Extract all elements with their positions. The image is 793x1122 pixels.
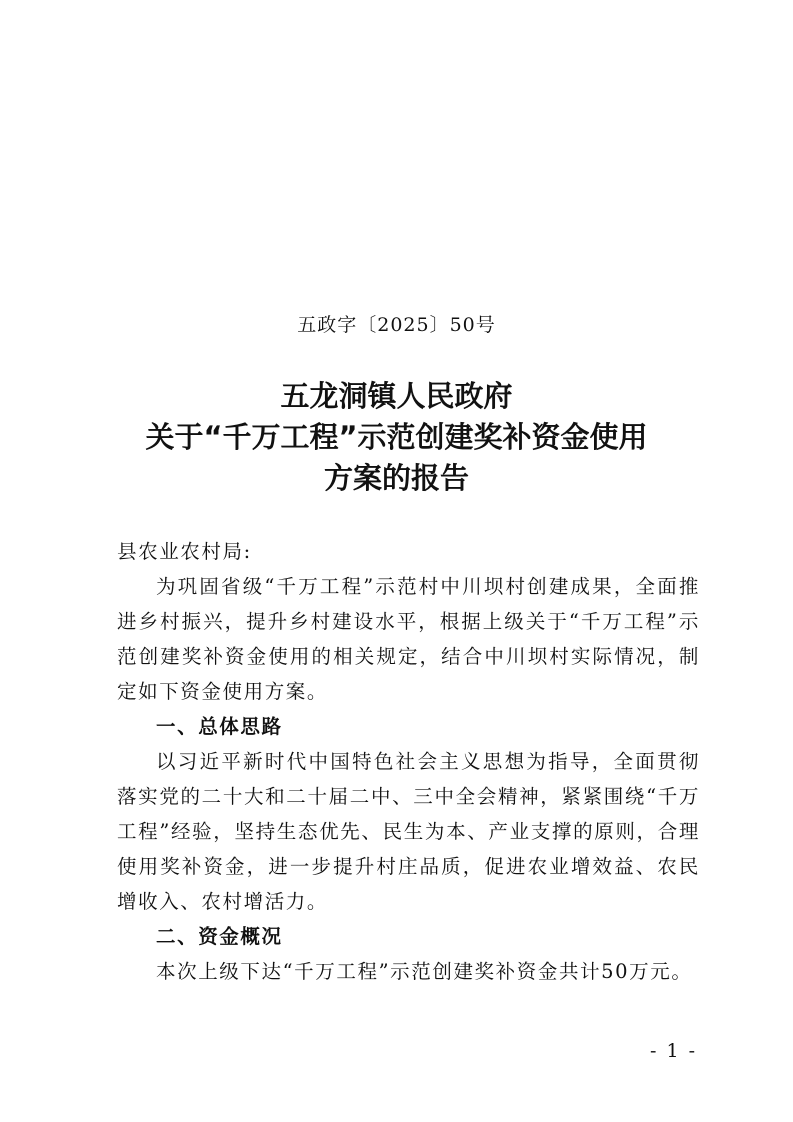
intro-paragraph: 为巩固省级“千万工程”示范村中川坝村创建成果，全面推进乡村振兴，提升乡村建设水平，根据上级关于“千万工程”示范创建奖补资金使用的相关规定，结合中川坝村实际情况，制定如下资金使用方案。 [117,575,700,703]
title-line-2: 关于“千万工程”示范创建奖补资金使用 [145,420,648,454]
document-title [0,376,793,499]
page-number: - 1 - [649,1040,697,1062]
section-body-funding: 本次上级下达“千万工程”示范创建奖补资金共计50万元。 [156,960,693,983]
section-body-overall: 以习近平新时代中国特色社会主义思想为指导，全面贯彻落实党的二十大和二十届二中、三中全会精神，紧紧围绕“千万工程”经验，坚持生态优先、民生为本、产业支撑的原则，合理使用奖补资金，进一步提升村庄品质，促进农业增效益、农民增收入、农村增活力。 [117,750,700,913]
section-heading-funding: 二、资金概况 [156,925,283,948]
title-line-1: 五龙洞镇人民政府 [280,379,513,413]
section-heading-overall: 一、总体思路 [156,715,283,738]
document-number: 五政字〔2025〕50号 [297,314,496,336]
addressee: 县农业农村局: [117,540,252,563]
document-body [117,569,700,989]
title-line-3: 方案的报告 [323,461,469,495]
